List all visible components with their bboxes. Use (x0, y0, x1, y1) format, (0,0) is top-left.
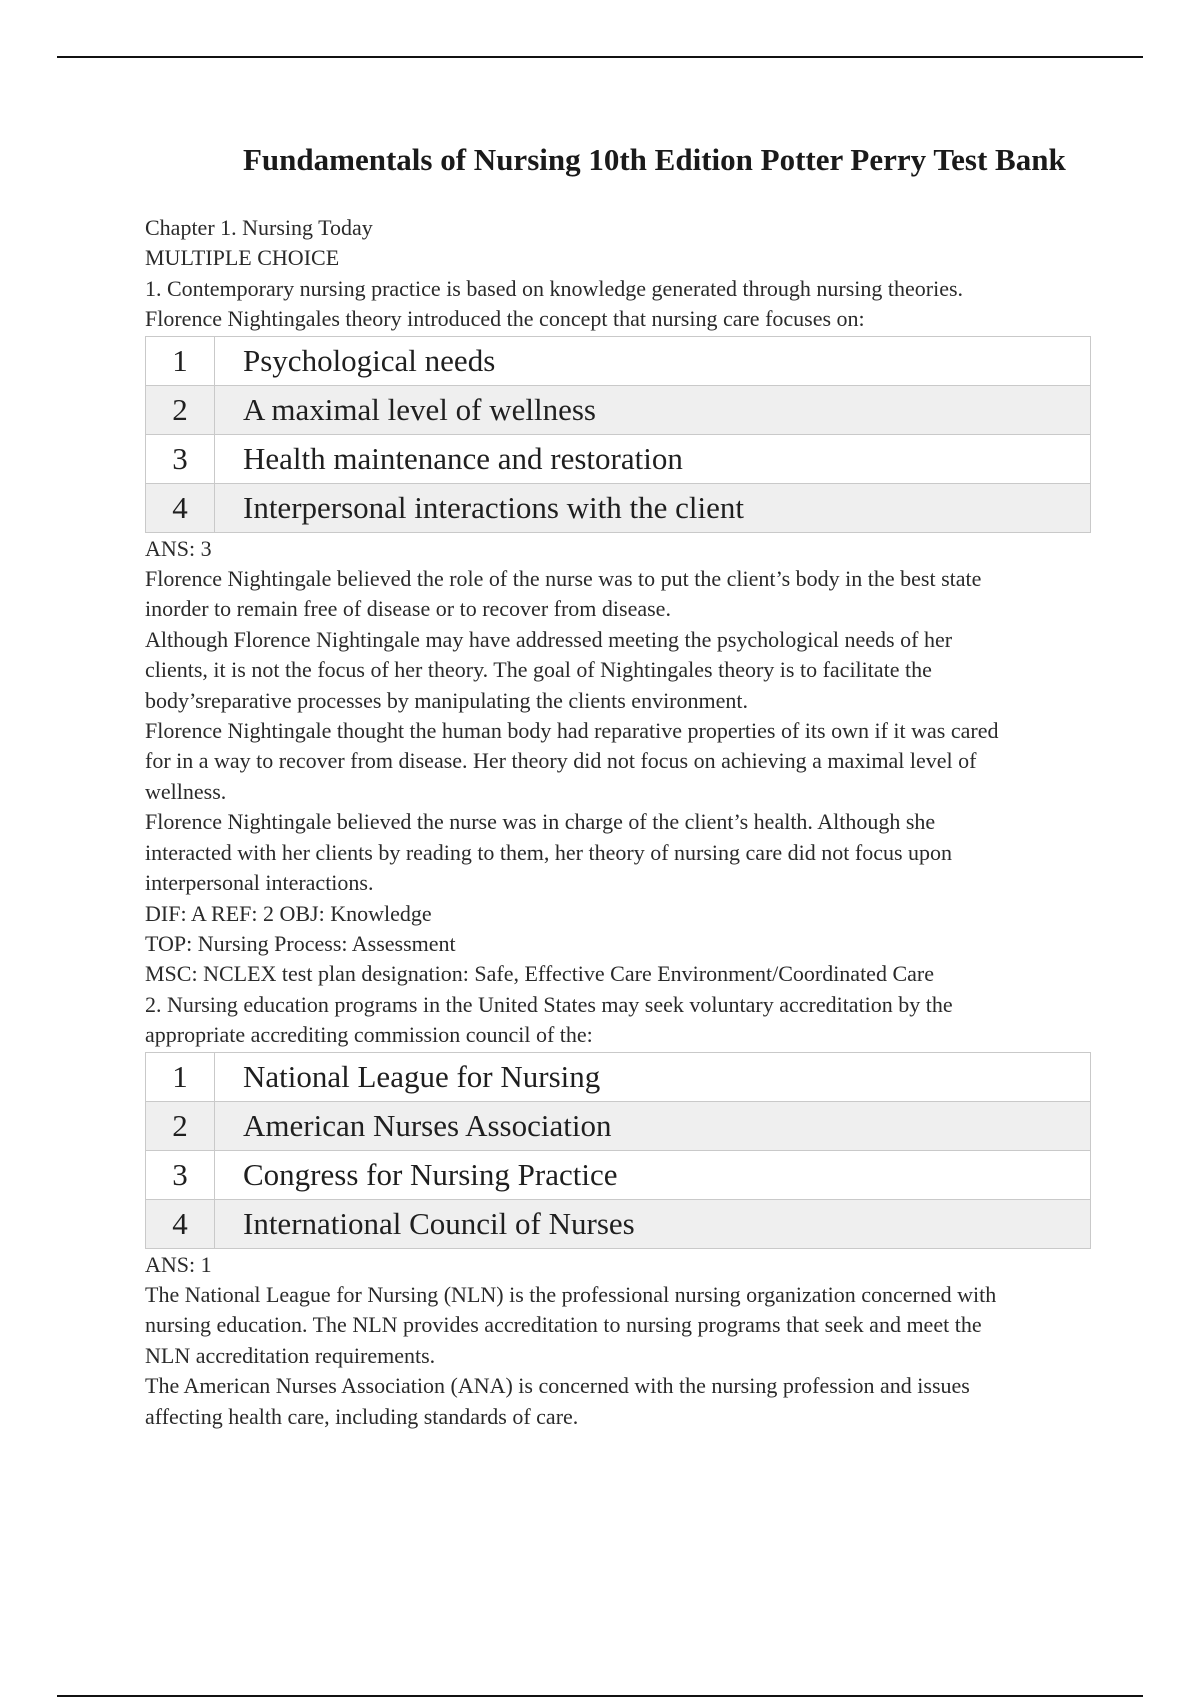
option-row (146, 385, 1091, 434)
option-row (146, 434, 1091, 483)
question-2-stem-line-1: 2. Nursing education programs in the United States may seek voluntary accreditation by the (145, 991, 953, 1017)
option-text: Health maintenance and restoration (215, 434, 1091, 483)
option-row (146, 483, 1091, 532)
option-row (146, 1199, 1091, 1248)
option-row (146, 1101, 1091, 1150)
option-text: American Nurses Association (215, 1101, 1091, 1150)
section-heading: MULTIPLE CHOICE (145, 245, 340, 271)
rationale-line: body’sreparative processes by manipulating the clients environment. (145, 687, 749, 713)
option-number: 3 (146, 434, 215, 483)
rationale-line: Florence Nightingale believed the nurse was in charge of the client’s health. Although she (145, 809, 936, 835)
option-number: 1 (146, 1052, 215, 1101)
header-rule (57, 56, 1143, 58)
option-text: Congress for Nursing Practice (215, 1150, 1091, 1199)
rationale-line: nursing education. The NLN provides accreditation to nursing programs that seek and meet the (145, 1312, 982, 1338)
option-text: International Council of Nurses (215, 1199, 1091, 1248)
option-text: Interpersonal interactions with the client (215, 483, 1091, 532)
document-body (145, 213, 1095, 1432)
rationale-line: Florence Nightingale thought the human body had reparative properties of its own if it was cared (145, 718, 999, 744)
option-row (146, 1150, 1091, 1199)
rationale-line: for in a way to recover from disease. Her theory did not focus on achieving a maximal level of (145, 748, 977, 774)
question-2-stem-line-2: appropriate accrediting commission council of the: (145, 1022, 593, 1048)
question-1-msc: MSC: NCLEX test plan designation: Safe, Effective Care Environment/Coordinated Care (145, 961, 934, 987)
option-row (146, 336, 1091, 385)
option-number: 2 (146, 385, 215, 434)
question-2-answer: ANS: 1 (145, 1251, 212, 1277)
question-1-stem-line-1: 1. Contemporary nursing practice is based on knowledge generated through nursing theories. (145, 275, 964, 301)
question-2-options-table (145, 1052, 1091, 1249)
question-1-topic: TOP: Nursing Process: Assessment (145, 930, 456, 956)
rationale-line: NLN accreditation requirements. (145, 1342, 436, 1368)
option-text: A maximal level of wellness (215, 385, 1091, 434)
rationale-line: The National League for Nursing (NLN) is the professional nursing organization concerned with (145, 1281, 997, 1307)
question-1-options-table (145, 336, 1091, 533)
document-title: Fundamentals of Nursing 10th Edition Potter Perry Test Bank (243, 142, 1066, 177)
option-number: 3 (146, 1150, 215, 1199)
rationale-line: affecting health care, including standards of care. (145, 1403, 579, 1429)
rationale-line: Although Florence Nightingale may have addressed meeting the psychological needs of her (145, 626, 953, 652)
question-1-stem-line-2: Florence Nightingales theory introduced the concept that nursing care focuses on: (145, 306, 865, 332)
question-1-dif: DIF: A REF: 2 OBJ: Knowledge (145, 900, 432, 926)
rationale-line: clients, it is not the focus of her theory. The goal of Nightingales theory is to facilitate the (145, 657, 932, 683)
chapter-heading: Chapter 1. Nursing Today (145, 215, 373, 240)
option-number: 4 (146, 1199, 215, 1248)
footer-rule (57, 1695, 1143, 1697)
option-number: 2 (146, 1101, 215, 1150)
rationale-line: Florence Nightingale believed the role of the nurse was to put the client’s body in the best state (145, 566, 982, 592)
rationale-line: interacted with her clients by reading to them, her theory of nursing care did not focus upon (145, 839, 953, 865)
rationale-line: wellness. (145, 778, 227, 804)
rationale-line: interpersonal interactions. (145, 870, 374, 896)
option-text: National League for Nursing (215, 1052, 1091, 1101)
rationale-line: The American Nurses Association (ANA) is concerned with the nursing profession and issues (145, 1373, 970, 1399)
option-row (146, 1052, 1091, 1101)
option-text: Psychological needs (215, 336, 1091, 385)
option-number: 1 (146, 336, 215, 385)
question-1-answer: ANS: 3 (145, 535, 212, 561)
option-number: 4 (146, 483, 215, 532)
rationale-line: inorder to remain free of disease or to recover from disease. (145, 596, 671, 622)
